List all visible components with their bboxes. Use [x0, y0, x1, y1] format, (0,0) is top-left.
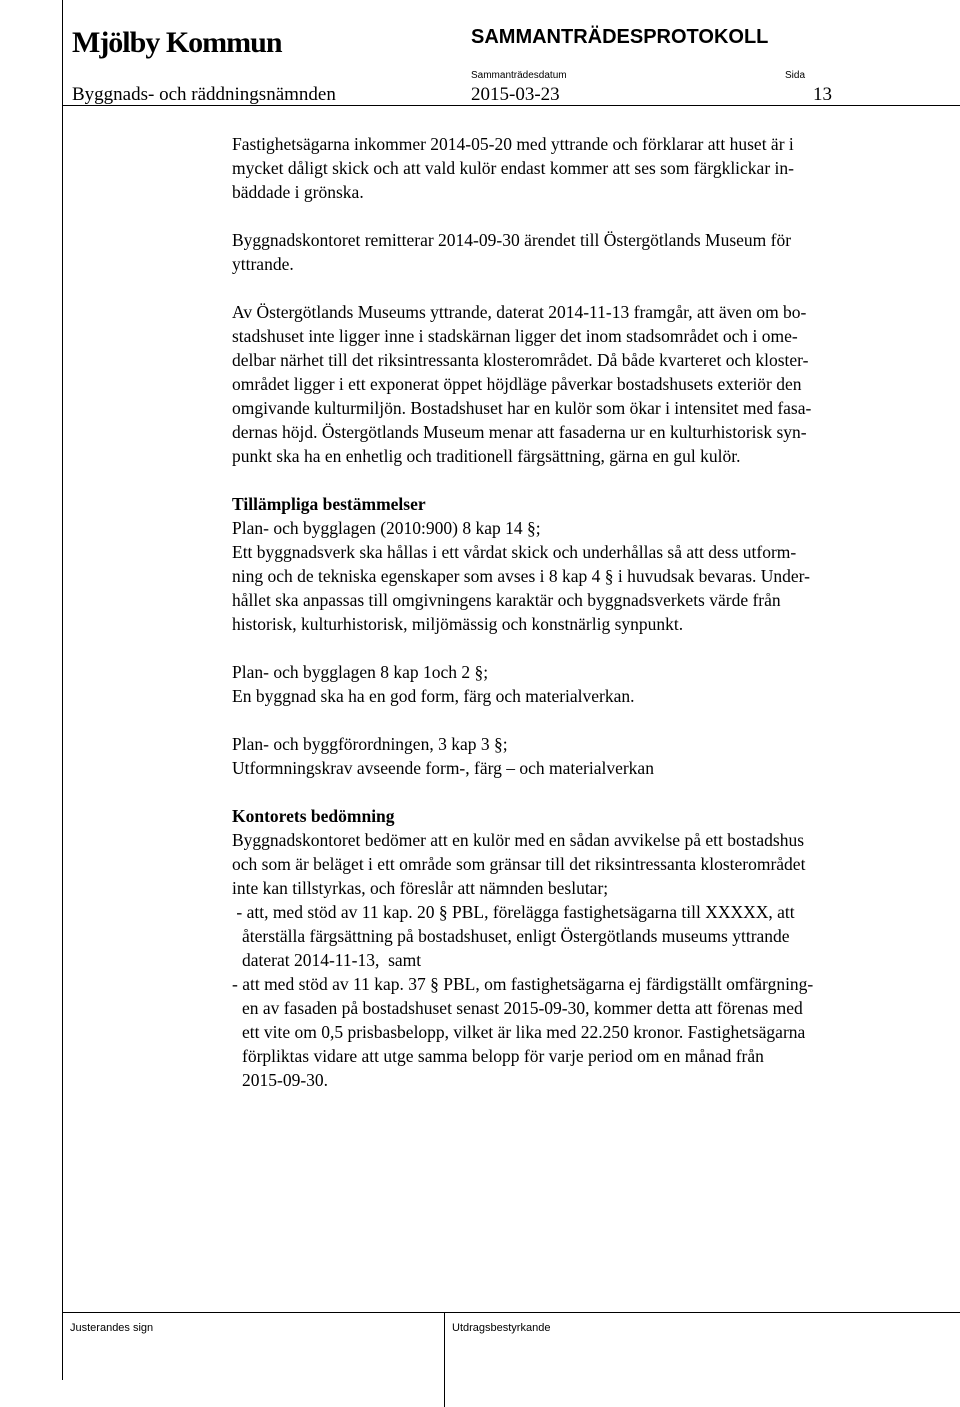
text-line: Plan- och bygglagen (2010:900) 8 kap 14 §;	[232, 518, 541, 538]
footer-signature-label: Justerandes sign	[70, 1322, 154, 1334]
text-line: återställa färgsättning på bostadshuset, enligt Östergötlands museums yttrande	[242, 926, 790, 946]
document-type: SAMMANTRÄDESPROTOKOLL	[471, 26, 769, 48]
text-line: mycket dåligt skick och att vald kulör endast kommer att ses som färgklickar in-	[232, 158, 794, 178]
text-line: Ett byggnadsverk ska hållas i ett vårdat skick och underhållas så att dess utform-	[232, 542, 797, 562]
text-line: bäddade i grönska.	[232, 182, 364, 202]
text-line: - att, med stöd av 11 kap. 20 § PBL, förelägga fastighetsägarna till XXXXX, att	[232, 902, 795, 922]
paragraph-pbl-8-14	[232, 516, 922, 636]
text-line: historisk, kulturhistorisk, miljömässig och konstnärlig synpunkt.	[232, 614, 684, 634]
text-line: - att med stöd av 11 kap. 37 § PBL, om fastighetsägarna ej färdigställt omfärgning-	[232, 974, 814, 994]
date-label: Sammanträdesdatum	[471, 70, 567, 81]
left-margin-rule	[62, 0, 63, 1380]
heading-office-assessment: Kontorets bedömning	[232, 806, 395, 826]
text-line: förpliktas vidare att utge samma belopp för varje period om en månad från	[242, 1046, 764, 1066]
footer-divider	[444, 1312, 445, 1407]
footer-rule	[62, 1312, 960, 1313]
text-line: 2015-09-30.	[242, 1070, 329, 1090]
text-line: en av fasaden på bostadshuset senast 2015-09-30, kommer detta att förenas med	[242, 998, 803, 1018]
text-line: Fastighetsägarna inkommer 2014-05-20 med yttrande och förklarar att huset är i	[232, 134, 794, 154]
decision-item-1	[232, 900, 922, 972]
paragraph-assessment	[232, 828, 922, 900]
paragraph-referral	[232, 228, 922, 276]
page-number: 13	[813, 84, 832, 105]
paragraph-owner-statement	[232, 132, 922, 204]
text-line: Plan- och bygglagen 8 kap 1och 2 §;	[232, 662, 489, 682]
text-line: området ligger i ett exponerat öppet höjdläge påverkar bostadshusets exteriör den	[232, 374, 802, 394]
text-line: Byggnadskontoret remitterar 2014-09-30 ärendet till Östergötlands Museum för	[232, 230, 792, 250]
text-line: stadshuset inte ligger inne i stadskärnan ligger det inom stadsområdet och i ome-	[232, 326, 798, 346]
footer-certification-label: Utdragsbestyrkande	[452, 1322, 551, 1334]
text-line: Plan- och byggförordningen, 3 kap 3 §;	[232, 734, 508, 754]
text-line: delbar närhet till det riksintressanta klosterområdet. Då både kvarteret och kloster-	[232, 350, 809, 370]
text-line: omgivande kulturmiljön. Bostadshuset har en kulör som ökar i intensitet med fasa-	[232, 398, 812, 418]
text-line: punkt ska ha en enhetlig och traditionell färgsättning, gärna en gul kulör.	[232, 446, 741, 466]
text-line: Av Östergötlands Museums yttrande, daterat 2014-11-13 framgår, att även om bo-	[232, 302, 807, 322]
text-line: En byggnad ska ha en god form, färg och materialverkan.	[232, 686, 635, 706]
org-name: Mjölby Kommun	[72, 26, 282, 59]
meeting-date: 2015-03-23	[471, 84, 560, 105]
text-line: ning och de tekniska egenskaper som avses i 8 kap 4 § i huvudsak bevaras. Under-	[232, 566, 810, 586]
text-line: Utformningskrav avseende form-, färg – och materialverkan	[232, 758, 654, 778]
paragraph-museum-statement	[232, 300, 922, 468]
document-body	[232, 132, 922, 1092]
department-name: Byggnads- och räddningsnämnden	[72, 84, 336, 105]
text-line: daterat 2014-11-13, samt	[242, 950, 422, 970]
heading-applicable-provisions: Tillämpliga bestämmelser	[232, 494, 426, 514]
text-line: ett vite om 0,5 prisbasbelopp, vilket är lika med 22.250 kronor. Fastighetsägarna	[242, 1022, 806, 1042]
text-line: och som är beläget i ett område som gränsar till det riksintressanta klosterområdet	[232, 854, 806, 874]
page-label: Sida	[785, 70, 806, 81]
text-line: inte kan tillstyrkas, och föreslår att nämnden beslutar;	[232, 878, 609, 898]
text-line: yttrande.	[232, 254, 294, 274]
decision-item-2	[232, 972, 922, 1092]
text-line: hållet ska anpassas till omgivningens karaktär och byggnadsverkets värde från	[232, 590, 781, 610]
paragraph-pbl-8-1-2	[232, 660, 922, 708]
text-line: dernas höjd. Östergötlands Museum menar att fasaderna ur en kulturhistorisk syn-	[232, 422, 807, 442]
paragraph-pbf-3-3	[232, 732, 922, 780]
text-line: Byggnadskontoret bedömer att en kulör med en sådan avvikelse på ett bostadshus	[232, 830, 805, 850]
